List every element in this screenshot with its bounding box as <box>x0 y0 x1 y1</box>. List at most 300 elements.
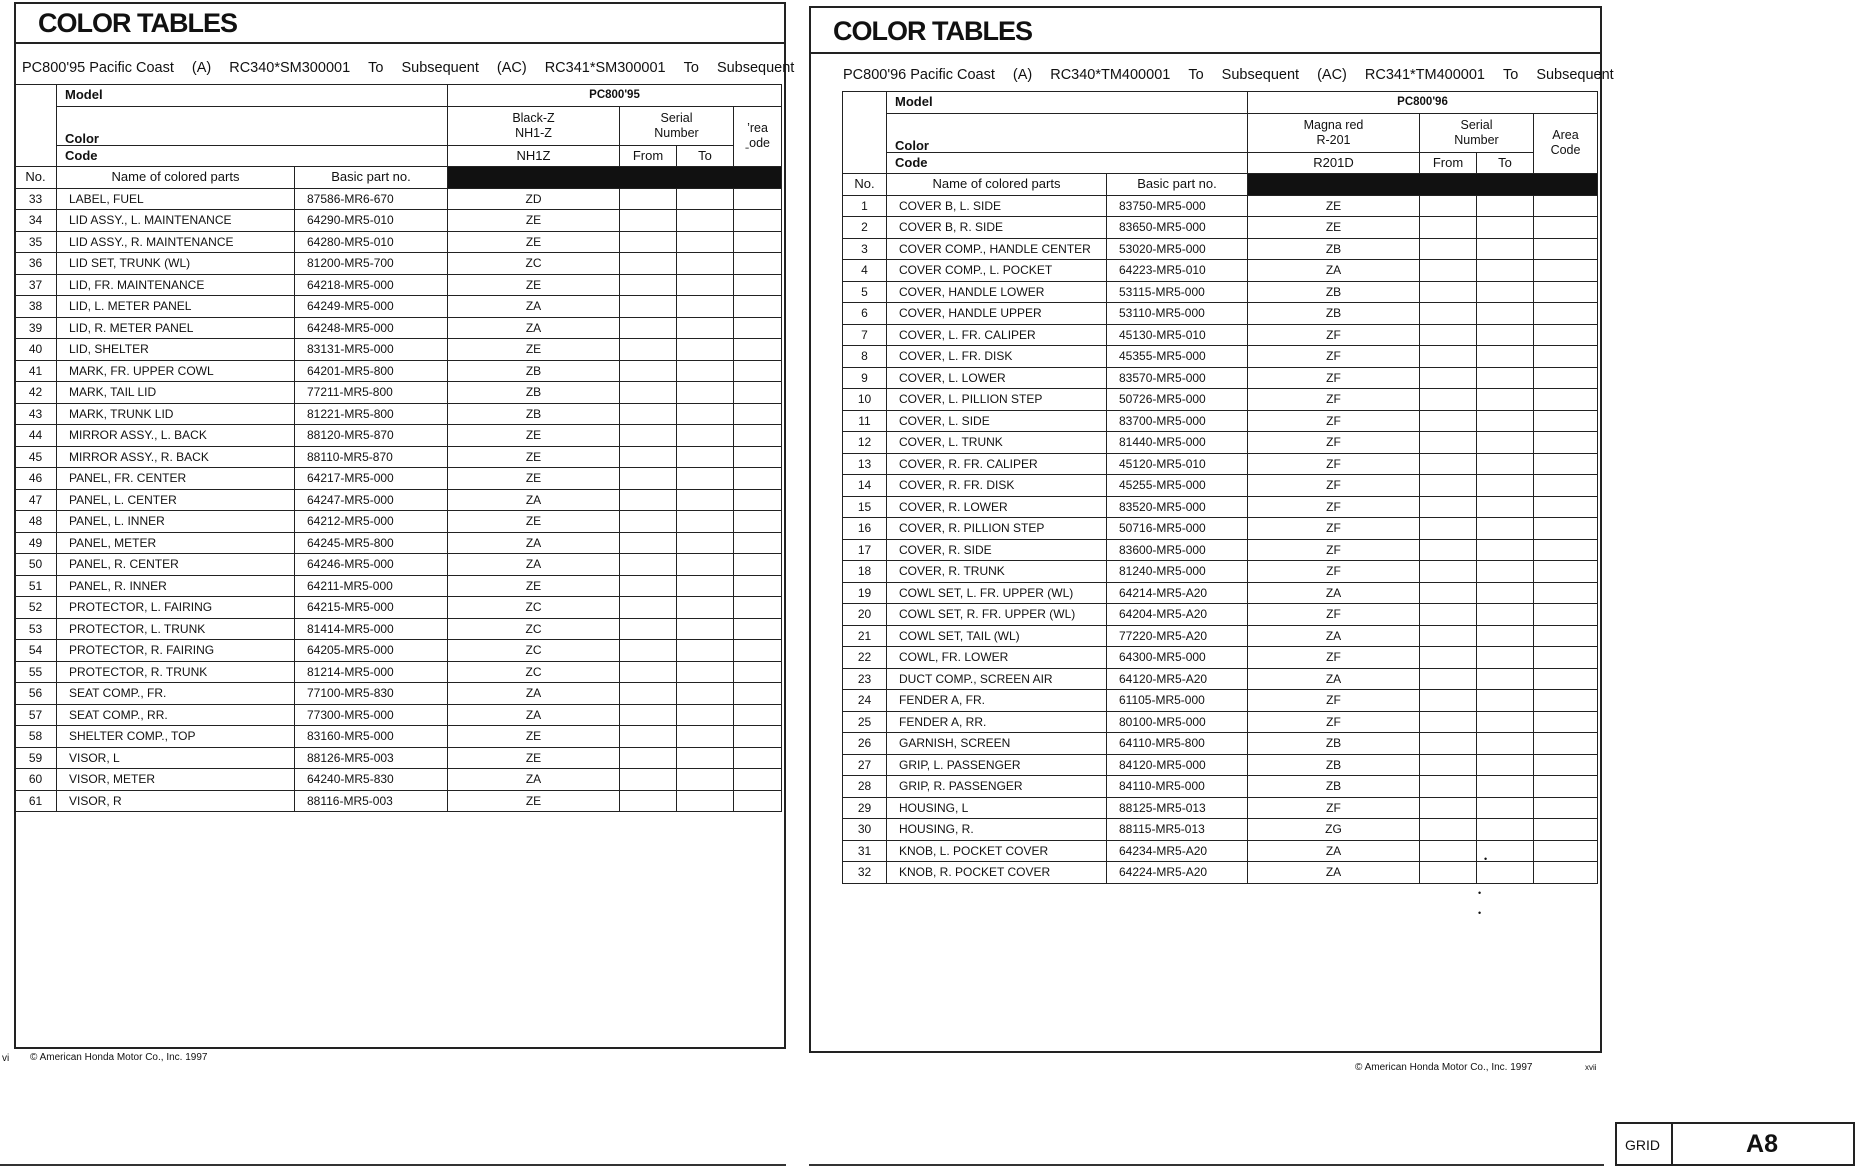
row-number: 7 <box>843 324 887 346</box>
model-value: PC800'95 <box>448 85 782 107</box>
serial-from-cell <box>620 790 677 812</box>
bottom-rule-right <box>809 1164 1604 1166</box>
table-row <box>843 303 1598 325</box>
part-number: 81414-MR5-000 <box>295 618 448 640</box>
serial-from-cell <box>1420 453 1477 475</box>
serial-from-cell <box>1420 604 1477 626</box>
left-page-title: COLOR TABLES <box>38 8 237 38</box>
table-row <box>15 618 782 640</box>
part-name: COVER COMP., L. POCKET <box>887 260 1107 282</box>
color-code: ZB <box>1248 754 1420 776</box>
area-code-cell <box>734 403 782 425</box>
area-code-cell <box>734 274 782 296</box>
table-row <box>15 339 782 361</box>
serial-from-cell <box>620 704 677 726</box>
serial-from-cell <box>1420 238 1477 260</box>
part-name: LID SET, TRUNK (WL) <box>57 253 295 275</box>
serial-to-cell <box>1477 539 1534 561</box>
serial-to-cell <box>1477 754 1534 776</box>
table-row <box>843 668 1598 690</box>
area-code-cell <box>1534 582 1598 604</box>
row-number: 28 <box>843 776 887 798</box>
part-name: KNOB, L. POCKET COVER <box>887 840 1107 862</box>
part-name: HOUSING, L <box>887 797 1107 819</box>
color-code: ZA <box>448 296 620 318</box>
serial-to-cell <box>677 253 734 275</box>
color-code: ZE <box>448 790 620 812</box>
row-number: 21 <box>843 625 887 647</box>
table-row <box>15 489 782 511</box>
area-code-cell <box>1534 195 1598 217</box>
serial-to-cell <box>677 446 734 468</box>
row-number: 25 <box>843 711 887 733</box>
serial-number-header: Serial Number <box>620 106 734 145</box>
area-code-cell <box>1534 711 1598 733</box>
color-code: ZF <box>1248 647 1420 669</box>
table-row <box>843 604 1598 626</box>
area-code-cell <box>1534 238 1598 260</box>
part-name: COVER, L. FR. DISK <box>887 346 1107 368</box>
right-model-caption: PC800'96 Pacific Coast (A) RC340*TM400001 To Subsequent (AC) RC341*TM400001 To Subsequent <box>843 67 1614 83</box>
serial-to-cell <box>677 360 734 382</box>
table-row <box>843 518 1598 540</box>
serial-from-cell <box>620 618 677 640</box>
serial-to-cell <box>1477 862 1534 884</box>
serial-to-cell <box>677 274 734 296</box>
table-row <box>843 238 1598 260</box>
serial-from-cell <box>1420 367 1477 389</box>
part-number: 83520-MR5-000 <box>1107 496 1248 518</box>
left-page-number: vi <box>2 1053 10 1064</box>
area-code-cell <box>734 704 782 726</box>
color-code: ZB <box>448 403 620 425</box>
serial-to-cell <box>1477 625 1534 647</box>
serial-to-cell <box>1477 776 1534 798</box>
row-number: 18 <box>843 561 887 583</box>
area-code-cell <box>1534 776 1598 798</box>
serial-from-cell <box>1420 862 1477 884</box>
serial-to-cell <box>1477 324 1534 346</box>
part-number: 45355-MR5-000 <box>1107 346 1248 368</box>
row-number: 33 <box>15 188 57 210</box>
row-number: 3 <box>843 238 887 260</box>
row-number: 13 <box>843 453 887 475</box>
color-code: ZF <box>1248 389 1420 411</box>
part-number: 77300-MR5-000 <box>295 704 448 726</box>
part-name: COVER, R. LOWER <box>887 496 1107 518</box>
part-name: GRIP, L. PASSENGER <box>887 754 1107 776</box>
name-header: Name of colored parts <box>57 167 295 189</box>
serial-to-cell <box>677 575 734 597</box>
table-row <box>843 690 1598 712</box>
area-code-cell <box>734 317 782 339</box>
part-name: LID ASSY., R. MAINTENANCE <box>57 231 295 253</box>
row-number: 42 <box>15 382 57 404</box>
row-number: 45 <box>15 446 57 468</box>
part-name: COVER, HANDLE UPPER <box>887 303 1107 325</box>
color-label: Color <box>57 106 448 145</box>
table-row <box>843 217 1598 239</box>
table-row <box>843 797 1598 819</box>
color-code: ZB <box>1248 281 1420 303</box>
part-number: 64240-MR5-830 <box>295 769 448 791</box>
area-code-cell <box>734 747 782 769</box>
row-number: 51 <box>15 575 57 597</box>
row-number: 11 <box>843 410 887 432</box>
serial-to-cell <box>677 317 734 339</box>
serial-to-cell <box>1477 797 1534 819</box>
code-value: R201D <box>1248 152 1420 174</box>
color-code: ZA <box>1248 840 1420 862</box>
part-name: PROTECTOR, R. FAIRING <box>57 640 295 662</box>
part-name: PANEL, L. INNER <box>57 511 295 533</box>
table-row <box>15 511 782 533</box>
row-number: 50 <box>15 554 57 576</box>
serial-from-cell <box>620 532 677 554</box>
serial-from-cell <box>1420 518 1477 540</box>
row-number: 1 <box>843 195 887 217</box>
part-number: 88115-MR5-013 <box>1107 819 1248 841</box>
area-code-cell <box>1534 754 1598 776</box>
right-page-number: xvii <box>1585 1063 1597 1072</box>
table-row <box>843 281 1598 303</box>
serial-to-cell <box>1477 260 1534 282</box>
part-number: 83160-MR5-000 <box>295 726 448 748</box>
serial-to-cell <box>677 640 734 662</box>
table-row <box>15 360 782 382</box>
part-number: 81440-MR5-000 <box>1107 432 1248 454</box>
serial-from-cell <box>1420 647 1477 669</box>
part-number: 64217-MR5-000 <box>295 468 448 490</box>
part-number: 64249-MR5-000 <box>295 296 448 318</box>
part-number: 81214-MR5-000 <box>295 661 448 683</box>
row-number: 59 <box>15 747 57 769</box>
color-code: ZE <box>1248 195 1420 217</box>
serial-from-header: From <box>1420 152 1477 174</box>
color-code: ZA <box>448 704 620 726</box>
table-row <box>15 296 782 318</box>
area-code-cell <box>734 231 782 253</box>
color-code: ZC <box>448 661 620 683</box>
no-header: No. <box>15 167 57 189</box>
serial-to-cell <box>677 769 734 791</box>
color-code: ZB <box>1248 776 1420 798</box>
serial-to-cell <box>1477 217 1534 239</box>
table-row <box>15 317 782 339</box>
color-code: ZE <box>448 339 620 361</box>
area-code-cell <box>1534 324 1598 346</box>
color-code: ZE <box>448 726 620 748</box>
area-code-cell <box>1534 389 1598 411</box>
table-row <box>15 575 782 597</box>
serial-from-cell <box>1420 475 1477 497</box>
serial-from-cell <box>620 425 677 447</box>
area-code-cell <box>734 468 782 490</box>
serial-to-cell <box>677 661 734 683</box>
area-code-cell <box>1534 432 1598 454</box>
no-header: No. <box>843 174 887 196</box>
part-number: 50716-MR5-000 <box>1107 518 1248 540</box>
part-number: 45255-MR5-000 <box>1107 475 1248 497</box>
part-number: 64224-MR5-A20 <box>1107 862 1248 884</box>
color-value: Magna red R-201 <box>1248 113 1420 152</box>
part-name: GARNISH, SCREEN <box>887 733 1107 755</box>
serial-from-cell <box>620 489 677 511</box>
table-row <box>15 231 782 253</box>
part-name: COWL, FR. LOWER <box>887 647 1107 669</box>
part-number: 81200-MR5-700 <box>295 253 448 275</box>
part-name: SEAT COMP., FR. <box>57 683 295 705</box>
serial-to-cell <box>677 726 734 748</box>
area-code-cell <box>1534 561 1598 583</box>
color-value: Black-Z NH1-Z <box>448 106 620 145</box>
part-number: 64205-MR5-000 <box>295 640 448 662</box>
area-code-cell <box>1534 303 1598 325</box>
serial-to-cell <box>1477 281 1534 303</box>
serial-from-cell <box>620 403 677 425</box>
table-row <box>843 862 1598 884</box>
area-code-cell <box>734 683 782 705</box>
part-number: 88126-MR5-003 <box>295 747 448 769</box>
part-number: 64201-MR5-800 <box>295 360 448 382</box>
grid-value: A8 <box>1746 1130 1778 1158</box>
area-code-cell <box>1534 840 1598 862</box>
part-number: 64247-MR5-000 <box>295 489 448 511</box>
color-code: ZF <box>1248 690 1420 712</box>
code-value: NH1Z <box>448 145 620 167</box>
serial-to-cell <box>677 425 734 447</box>
area-code-cell <box>1534 260 1598 282</box>
speck-mark: • <box>1484 854 1488 864</box>
serial-from-cell <box>620 296 677 318</box>
part-name: COVER COMP., HANDLE CENTER <box>887 238 1107 260</box>
serial-to-header: To <box>1477 152 1534 174</box>
color-code: ZF <box>1248 797 1420 819</box>
row-number: 52 <box>15 597 57 619</box>
serial-to-cell <box>677 231 734 253</box>
serial-from-cell <box>1420 539 1477 561</box>
table-row <box>843 453 1598 475</box>
table-row <box>15 382 782 404</box>
serial-from-cell <box>620 661 677 683</box>
area-code-cell <box>1534 410 1598 432</box>
row-number: 20 <box>843 604 887 626</box>
serial-to-cell <box>1477 819 1534 841</box>
serial-to-cell <box>1477 303 1534 325</box>
area-code-cell <box>1534 819 1598 841</box>
model-label: Model <box>57 85 448 107</box>
right-color-table <box>842 91 1598 884</box>
table-row <box>843 625 1598 647</box>
table-row <box>15 425 782 447</box>
part-name: VISOR, R <box>57 790 295 812</box>
row-number: 34 <box>15 210 57 232</box>
area-code-cell <box>734 210 782 232</box>
part-number: 64290-MR5-010 <box>295 210 448 232</box>
area-code-cell <box>734 489 782 511</box>
row-number: 29 <box>843 797 887 819</box>
serial-from-cell <box>1420 496 1477 518</box>
row-number: 5 <box>843 281 887 303</box>
header-black-bar <box>448 167 782 189</box>
serial-to-cell <box>677 489 734 511</box>
serial-number-header: Serial Number <box>1420 113 1534 152</box>
row-number: 27 <box>843 754 887 776</box>
serial-from-cell <box>1420 303 1477 325</box>
color-code: ZF <box>1248 346 1420 368</box>
part-number: 83570-MR5-000 <box>1107 367 1248 389</box>
part-name: COVER, L. PILLION STEP <box>887 389 1107 411</box>
part-name: LID, R. METER PANEL <box>57 317 295 339</box>
part-name: PANEL, R. CENTER <box>57 554 295 576</box>
row-number: 24 <box>843 690 887 712</box>
row-number: 16 <box>843 518 887 540</box>
serial-from-cell <box>620 446 677 468</box>
row-number: 19 <box>843 582 887 604</box>
serial-from-cell <box>1420 690 1477 712</box>
color-label: Color <box>887 113 1248 152</box>
serial-to-cell <box>1477 432 1534 454</box>
area-code-cell <box>734 597 782 619</box>
serial-from-cell <box>1420 625 1477 647</box>
serial-to-cell <box>677 747 734 769</box>
serial-from-cell <box>620 769 677 791</box>
area-code-cell <box>734 511 782 533</box>
color-code: ZC <box>448 640 620 662</box>
area-code-cell <box>1534 604 1598 626</box>
area-code-cell <box>1534 797 1598 819</box>
part-name: PROTECTOR, L. TRUNK <box>57 618 295 640</box>
part-name: MIRROR ASSY., R. BACK <box>57 446 295 468</box>
serial-to-cell <box>1477 496 1534 518</box>
color-code: ZE <box>448 468 620 490</box>
row-number: 60 <box>15 769 57 791</box>
color-code: ZA <box>448 489 620 511</box>
row-number: 38 <box>15 296 57 318</box>
part-name: COVER, L. LOWER <box>887 367 1107 389</box>
area-code-cell <box>1534 518 1598 540</box>
table-row <box>15 274 782 296</box>
serial-to-cell <box>1477 733 1534 755</box>
table-row <box>15 640 782 662</box>
area-code-cell <box>734 296 782 318</box>
row-number: 37 <box>15 274 57 296</box>
grid-reference-box <box>1615 1122 1855 1166</box>
row-number: 57 <box>15 704 57 726</box>
row-number: 15 <box>843 496 887 518</box>
row-number: 32 <box>843 862 887 884</box>
part-name: MARK, TAIL LID <box>57 382 295 404</box>
color-code: ZB <box>448 360 620 382</box>
serial-from-cell <box>620 726 677 748</box>
area-code-cell <box>1534 625 1598 647</box>
part-number: 83650-MR5-000 <box>1107 217 1248 239</box>
area-code-cell <box>734 188 782 210</box>
row-number: 17 <box>843 539 887 561</box>
serial-from-cell <box>1420 582 1477 604</box>
table-row <box>843 195 1598 217</box>
area-code-cell <box>734 661 782 683</box>
row-number: 23 <box>843 668 887 690</box>
area-code-cell <box>1534 496 1598 518</box>
serial-to-cell <box>677 618 734 640</box>
code-label: Code <box>57 145 448 167</box>
serial-from-cell <box>620 231 677 253</box>
table-row <box>843 776 1598 798</box>
part-number: 64110-MR5-800 <box>1107 733 1248 755</box>
serial-from-cell <box>620 382 677 404</box>
part-name: COWL SET, TAIL (WL) <box>887 625 1107 647</box>
row-number: 44 <box>15 425 57 447</box>
area-code-cell <box>734 618 782 640</box>
serial-from-cell <box>1420 410 1477 432</box>
part-number: 53115-MR5-000 <box>1107 281 1248 303</box>
part-number: 53020-MR5-000 <box>1107 238 1248 260</box>
serial-from-cell <box>1420 733 1477 755</box>
table-row <box>15 403 782 425</box>
part-name: COVER, R. TRUNK <box>887 561 1107 583</box>
part-name: SHELTER COMP., TOP <box>57 726 295 748</box>
part-name: PANEL, R. INNER <box>57 575 295 597</box>
row-number: 30 <box>843 819 887 841</box>
row-number: 35 <box>15 231 57 253</box>
serial-to-cell <box>1477 389 1534 411</box>
serial-from-cell <box>620 317 677 339</box>
part-number: 64212-MR5-000 <box>295 511 448 533</box>
part-name: KNOB, R. POCKET COVER <box>887 862 1107 884</box>
name-header: Name of colored parts <box>887 174 1107 196</box>
part-number: 53110-MR5-000 <box>1107 303 1248 325</box>
serial-from-cell <box>1420 432 1477 454</box>
left-model-caption: PC800'95 Pacific Coast (A) RC340*SM300001 To Subsequent (AC) RC341*SM300001 To Subsequent <box>22 60 795 76</box>
area-code-cell <box>734 446 782 468</box>
area-code-cell <box>734 554 782 576</box>
part-name: FENDER A, FR. <box>887 690 1107 712</box>
serial-to-cell <box>677 339 734 361</box>
part-number: 81221-MR5-800 <box>295 403 448 425</box>
part-number: 88110-MR5-870 <box>295 446 448 468</box>
color-code: ZE <box>1248 217 1420 239</box>
part-name: HOUSING, R. <box>887 819 1107 841</box>
serial-from-cell <box>620 640 677 662</box>
part-name: LID ASSY., L. MAINTENANCE <box>57 210 295 232</box>
serial-to-cell <box>1477 238 1534 260</box>
table-row <box>843 561 1598 583</box>
table-row <box>15 597 782 619</box>
serial-to-cell <box>677 188 734 210</box>
serial-to-cell <box>1477 561 1534 583</box>
part-number: 64280-MR5-010 <box>295 231 448 253</box>
table-row <box>843 754 1598 776</box>
part-number: 87586-MR6-670 <box>295 188 448 210</box>
bottom-rule-left <box>0 1164 786 1166</box>
part-number: 77211-MR5-800 <box>295 382 448 404</box>
serial-from-cell <box>1420 668 1477 690</box>
color-code: ZA <box>1248 862 1420 884</box>
part-name: SEAT COMP., RR. <box>57 704 295 726</box>
serial-to-cell <box>677 468 734 490</box>
serial-to-cell <box>677 511 734 533</box>
part-name: COVER, L. SIDE <box>887 410 1107 432</box>
row-number: 58 <box>15 726 57 748</box>
table-row <box>15 188 782 210</box>
part-name: COVER, L. FR. CALIPER <box>887 324 1107 346</box>
serial-from-cell <box>620 554 677 576</box>
color-code: ZF <box>1248 561 1420 583</box>
part-number: 83131-MR5-000 <box>295 339 448 361</box>
serial-to-header: To <box>677 145 734 167</box>
part-number: 84110-MR5-000 <box>1107 776 1248 798</box>
